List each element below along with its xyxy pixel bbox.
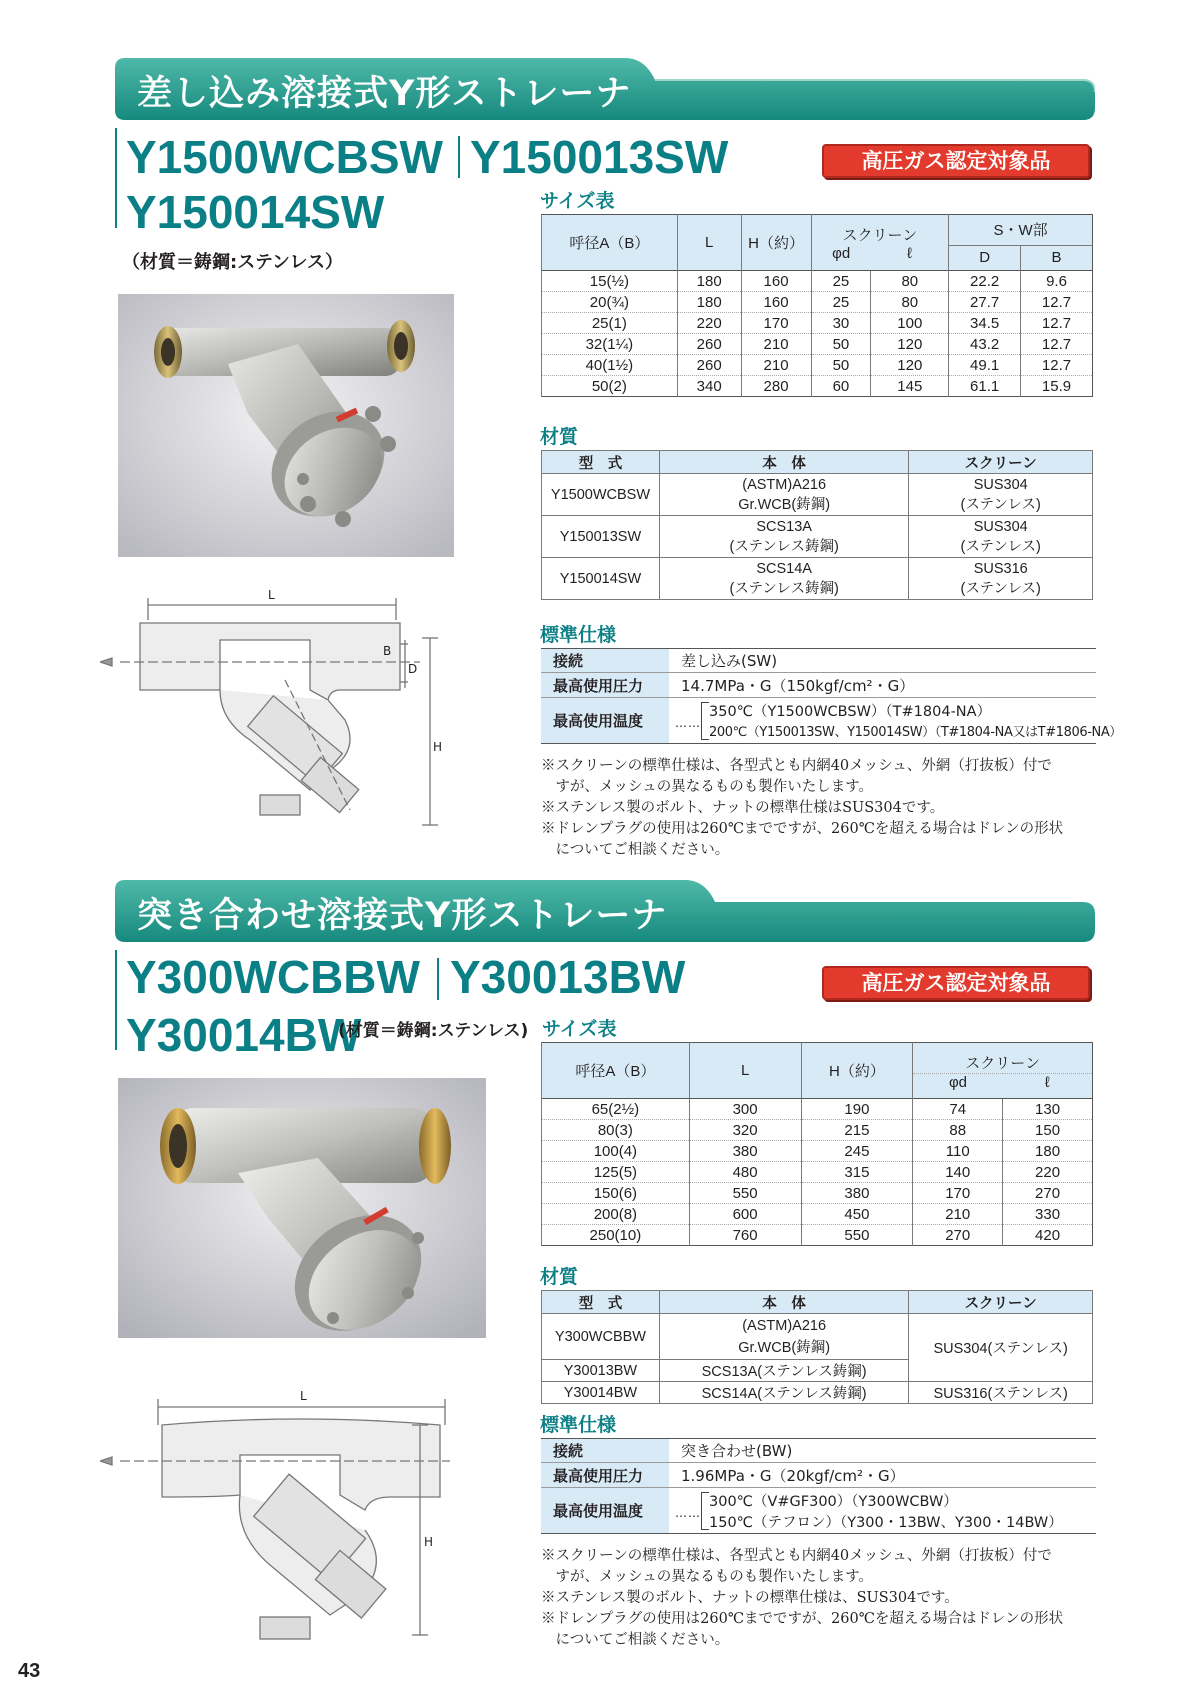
section1-size-heading: サイズ表 (540, 190, 615, 212)
th-B: B (1021, 245, 1093, 270)
mt-body: SCS13A(ステンレス鋳鋼) (659, 1360, 908, 1382)
table-cell: 12.7 (1021, 355, 1093, 376)
section1-product-photo (118, 294, 454, 557)
table-cell: 65(2½) (542, 1099, 690, 1120)
table-cell: 43.2 (949, 334, 1021, 355)
table-cell: 480 (689, 1162, 801, 1183)
th-sw: S・W部 (949, 215, 1093, 246)
cell-line: (ステンレス) (960, 580, 1041, 597)
section2-title-banner (115, 880, 1095, 942)
leader-dots: …… (675, 716, 701, 730)
mt-th-screen: スクリーン (909, 451, 1093, 474)
section1-material-heading: 材質 (540, 426, 579, 448)
mt-th-body: 本 体 (659, 451, 908, 474)
table-row (542, 1120, 1093, 1141)
table-cell: 50(2) (542, 376, 678, 397)
table-cell: 27.7 (949, 292, 1021, 313)
spec-label: 最高使用温度 (541, 698, 669, 743)
mt-body-line: Gr.WCB(鋳鋼) (738, 1339, 831, 1356)
mt-th-model: 型 式 (542, 1291, 660, 1314)
table-cell: 245 (801, 1141, 913, 1162)
table-cell: 380 (801, 1183, 913, 1204)
table-cell: 215 (801, 1120, 913, 1141)
table-cell: 100(4) (542, 1141, 690, 1162)
page-number: 43 (18, 1660, 41, 1682)
table-row (542, 1225, 1093, 1246)
table-cell: 180 (677, 271, 741, 292)
table-row (542, 271, 1093, 292)
table-cell: 420 (1003, 1225, 1093, 1246)
table-row (542, 1204, 1093, 1225)
section1-title: 差し込み溶接式Y形ストレーナ (137, 74, 632, 114)
table-row (542, 558, 1093, 600)
cell-line: SUS316 (973, 560, 1028, 577)
note-line: ※スクリーンの標準仕様は、各型式とも内網40メッシュ、外網（打抜板）付で (541, 1548, 1052, 1564)
table-cell: 32(1¼) (542, 334, 678, 355)
spec-label: 最高使用圧力 (541, 673, 669, 697)
th-nominal: 呼径A（B） (542, 215, 678, 271)
table-cell: 280 (741, 376, 811, 397)
mt-screen: SUS316(ステンレス) (909, 1382, 1093, 1404)
dim-H-label: H (433, 740, 443, 754)
spec-value: 突き合わせ(BW) (681, 1442, 793, 1460)
section1-dimension-drawing (100, 580, 460, 850)
section2-size-heading: サイズ表 (542, 1018, 617, 1040)
table-row (542, 376, 1093, 397)
table-row (542, 474, 1093, 516)
table-cell: 88 (913, 1120, 1003, 1141)
table-cell: 320 (689, 1120, 801, 1141)
table-cell: 140 (913, 1162, 1003, 1183)
table-row (542, 1162, 1093, 1183)
cell-line: SUS304 (973, 476, 1028, 493)
section1-spec-heading: 標準仕様 (540, 624, 617, 646)
note-line: ※ドレンプラグの使用は260℃までですが、260℃を超える場合はドレンの形状 (541, 821, 1064, 837)
table-cell: 145 (871, 376, 949, 397)
section2-model-b: Y30013BW (450, 951, 686, 1003)
th-D: D (949, 245, 1021, 270)
spec-value: 差し込み(SW) (681, 652, 778, 670)
mt-th-body: 本 体 (659, 1291, 908, 1314)
table-row (542, 313, 1093, 334)
mt-screen: SUS304(ステンレス) (909, 1314, 1093, 1382)
note-line: すが、メッシュの異なるものも製作いたします。 (541, 779, 874, 795)
th-L: L (677, 215, 741, 271)
table-cell: 80(3) (542, 1120, 690, 1141)
table-row (542, 1141, 1093, 1162)
table-row (542, 516, 1093, 558)
table-cell: 600 (689, 1204, 801, 1225)
th-phid: φd (811, 245, 871, 270)
spec-temp-2: 150℃（テフロン）（Y300・13BW、Y300・14BW） (709, 1515, 1063, 1531)
spec-temp-2: 200℃（Y150013SW、Y150014SW）（T#1804-NA又はT#1806-NA） (709, 725, 1122, 740)
table-cell: 15(½) (542, 271, 678, 292)
table-cell: 15.9 (1021, 376, 1093, 397)
table-cell: 22.2 (949, 271, 1021, 292)
spec-value: 14.7MPa・G（150kgf/cm²・G） (681, 676, 915, 695)
table-cell (659, 516, 908, 558)
table-cell: 210 (913, 1204, 1003, 1225)
table-cell: 380 (689, 1141, 801, 1162)
dim-H-label: H (424, 1535, 434, 1549)
cell-line: (ASTM)A216 (742, 476, 827, 493)
section1-notes (541, 756, 1063, 861)
table-cell: 12.7 (1021, 334, 1093, 355)
table-row (542, 1183, 1093, 1204)
section2-model-c: Y30014BW (126, 1009, 362, 1061)
table-cell: 200(8) (542, 1204, 690, 1225)
table-row (542, 355, 1093, 376)
section2-material-note: (材質＝鋳鋼:ステンレス) (338, 1021, 529, 1041)
table-cell: 9.6 (1021, 271, 1093, 292)
dim-L-label: L (300, 1389, 307, 1403)
table-cell: 220 (677, 313, 741, 334)
table-cell: 170 (741, 313, 811, 334)
section2-spec-table (541, 1438, 1096, 1538)
table-cell: 210 (741, 355, 811, 376)
table-cell: 25(1) (542, 313, 678, 334)
table-cell: 270 (1003, 1183, 1093, 1204)
section2-certified-badge: 高圧ガス認定対象品 (822, 966, 1090, 1000)
table-cell: 150(6) (542, 1183, 690, 1204)
section2-material-table (541, 1290, 1093, 1404)
table-cell: 160 (741, 292, 811, 313)
note-line: すが、メッシュの異なるものも製作いたします。 (541, 1569, 874, 1585)
table-cell: 760 (689, 1225, 801, 1246)
bracket (701, 1492, 709, 1530)
table-cell: 270 (913, 1225, 1003, 1246)
table-cell (659, 474, 908, 516)
table-cell: 250(10) (542, 1225, 690, 1246)
table-cell: 12.7 (1021, 292, 1093, 313)
spec-row-connection (541, 1438, 1096, 1463)
mt-body-line: (ASTM)A216 (742, 1317, 827, 1334)
table-cell (909, 474, 1093, 516)
th-screen: スクリーン (913, 1043, 1093, 1074)
table-cell: 150 (1003, 1120, 1093, 1141)
table-cell: 340 (677, 376, 741, 397)
th-H: H（約） (801, 1043, 913, 1099)
spec-row-temp (541, 1488, 1096, 1534)
section2-material-heading: 材質 (540, 1266, 579, 1288)
section1-certified-badge: 高圧ガス認定対象品 (822, 144, 1090, 178)
spec-label: 最高使用温度 (541, 1488, 669, 1533)
spec-row-connection (541, 648, 1096, 673)
table-cell: 74 (913, 1099, 1003, 1120)
mt-th-screen: スクリーン (909, 1291, 1093, 1314)
th-phid: φd (913, 1073, 1003, 1098)
spec-label: 最高使用圧力 (541, 1463, 669, 1487)
table-cell: 450 (801, 1204, 913, 1225)
table-cell: 160 (741, 271, 811, 292)
model-accent-bar (115, 128, 117, 228)
table-cell: 20(¾) (542, 292, 678, 313)
leader-dots: …… (675, 1506, 701, 1520)
table-cell: 61.1 (949, 376, 1021, 397)
note-line: ※スクリーンの標準仕様は、各型式とも内網40メッシュ、外網（打抜板）付で (541, 758, 1052, 774)
table-cell: 260 (677, 334, 741, 355)
section1-material-table (541, 450, 1093, 600)
section2-product-photo (118, 1078, 486, 1338)
table-cell: 12.7 (1021, 313, 1093, 334)
cell-line: SCS13A (756, 518, 812, 535)
table-cell: 25 (811, 271, 871, 292)
note-line: についてご相談ください。 (541, 1632, 730, 1648)
model-divider (437, 958, 439, 1000)
model-divider (458, 136, 460, 178)
table-cell: 220 (1003, 1162, 1093, 1183)
section1-model-c: Y150014SW (126, 186, 385, 238)
th-H: H（約） (741, 215, 811, 271)
table-cell: 210 (741, 334, 811, 355)
note-line: ※ドレンプラグの使用は260℃までですが、260℃を超える場合はドレンの形状 (541, 1611, 1064, 1627)
cell-line: SUS304 (973, 518, 1028, 535)
spec-value: 1.96MPa・G（20kgf/cm²・G） (681, 1466, 905, 1485)
section1-material-note: （材質＝鋳鋼:ステンレス） (122, 252, 343, 273)
table-cell: 30 (811, 313, 871, 334)
section1-model-a: Y1500WCBSW (126, 131, 443, 183)
model-accent-bar (115, 950, 117, 1050)
table-cell: 40(1½) (542, 355, 678, 376)
section1-model-b: Y150013SW (470, 131, 729, 183)
th-L: L (689, 1043, 801, 1099)
cell-line: (ステンレス鋳鋼) (729, 538, 839, 555)
table-cell: 34.5 (949, 313, 1021, 334)
table-cell: 180 (1003, 1141, 1093, 1162)
table-cell: 550 (689, 1183, 801, 1204)
table-cell: 190 (801, 1099, 913, 1120)
table-cell: 25 (811, 292, 871, 313)
table-cell: 110 (913, 1141, 1003, 1162)
spec-temp-1: 300℃（V#GF300）（Y300WCBW） (709, 1494, 958, 1510)
th-nominal: 呼径A（B） (542, 1043, 690, 1099)
bracket (701, 702, 709, 740)
table-cell: 120 (871, 334, 949, 355)
spec-temp-1: 350℃（Y1500WCBSW）（T#1804-NA） (709, 704, 992, 720)
mt-model: Y150014SW (542, 558, 660, 600)
cell-line: SCS14A (756, 560, 812, 577)
mt-model: Y300WCBBW (542, 1314, 660, 1360)
table-cell: 100 (871, 313, 949, 334)
table-cell: 80 (871, 271, 949, 292)
table-cell: 50 (811, 334, 871, 355)
table-row (542, 292, 1093, 313)
mt-body (659, 1314, 908, 1360)
cell-line: Gr.WCB(鋳鋼) (738, 496, 831, 513)
mt-model: Y30013BW (542, 1360, 660, 1382)
table-cell: 260 (677, 355, 741, 376)
spec-row-temp (541, 698, 1122, 744)
section1-title-banner (115, 58, 1095, 120)
section2-size-table (541, 1042, 1093, 1246)
note-line: ※ステンレス製のボルト、ナットの標準仕様は、SUS304です。 (541, 1590, 959, 1606)
cell-line: (ステンレス) (960, 538, 1041, 555)
section1-size-table (541, 214, 1093, 397)
spec-label: 接続 (541, 1439, 669, 1462)
spec-row-pressure (541, 673, 1096, 698)
mt-model: Y1500WCBSW (542, 474, 660, 516)
dim-D-label: D (408, 662, 418, 676)
section2-spec-heading: 標準仕様 (540, 1414, 617, 1436)
table-cell (659, 558, 908, 600)
mt-body: SCS14A(ステンレス鋳鋼) (659, 1382, 908, 1404)
spec-label: 接続 (541, 649, 669, 672)
table-cell: 125(5) (542, 1162, 690, 1183)
table-cell: 315 (801, 1162, 913, 1183)
th-ell: ℓ (1003, 1073, 1093, 1098)
note-line: ※ステンレス製のボルト、ナットの標準仕様はSUS304です。 (541, 800, 945, 816)
th-ell: ℓ (871, 245, 949, 270)
table-cell: 300 (689, 1099, 801, 1120)
th-screen: スクリーン (811, 215, 949, 246)
table-cell (909, 516, 1093, 558)
table-cell: 80 (871, 292, 949, 313)
section2-title: 突き合わせ溶接式Y形ストレーナ (137, 896, 668, 936)
table-cell: 550 (801, 1225, 913, 1246)
dim-B-label: B (383, 644, 392, 658)
table-cell: 170 (913, 1183, 1003, 1204)
spec-row-pressure (541, 1463, 1096, 1488)
table-cell: 50 (811, 355, 871, 376)
table-row (542, 334, 1093, 355)
table-cell (909, 558, 1093, 600)
table-cell: 180 (677, 292, 741, 313)
section1-spec-table (541, 648, 1122, 748)
table-cell: 330 (1003, 1204, 1093, 1225)
cell-line: (ステンレス) (960, 496, 1041, 513)
table-row (542, 1099, 1093, 1120)
mt-model: Y30014BW (542, 1382, 660, 1404)
table-cell: 130 (1003, 1099, 1093, 1120)
mt-model: Y150013SW (542, 516, 660, 558)
note-line: についてご相談ください。 (541, 842, 730, 858)
section2-dimension-drawing (100, 1385, 460, 1655)
cell-line: (ステンレス鋳鋼) (729, 580, 839, 597)
table-cell: 60 (811, 376, 871, 397)
table-cell: 49.1 (949, 355, 1021, 376)
table-cell: 120 (871, 355, 949, 376)
dim-L-label: L (268, 588, 275, 602)
section2-model-a: Y300WCBBW (126, 951, 420, 1003)
section2-notes (541, 1546, 1063, 1651)
mt-th-model: 型 式 (542, 451, 660, 474)
